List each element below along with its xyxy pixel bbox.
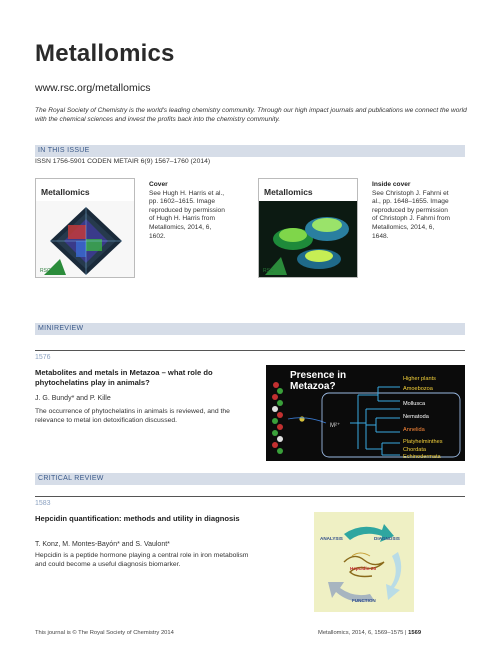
footer-copyright: This journal is © The Royal Society of Chemistry 2014 <box>35 630 174 636</box>
cover-caption: See Hugh H. Harris et al., pp. 1602–1615. Image reproduced by permission of Hugh H. Harris from Metallomics, 2014, 6, 1602. <box>149 189 225 240</box>
minireview-rule <box>35 350 465 351</box>
analysis-label: ANALYSIS <box>320 536 343 541</box>
footer-page-number: 1569 <box>408 630 422 636</box>
taxon-mollusca: Mollusca <box>403 401 426 407</box>
taxon-nematoda: Nematoda <box>403 414 429 420</box>
journal-title: Metallomics <box>35 40 175 67</box>
inside-cover-image-title: Metallomics <box>264 187 313 197</box>
minireview-authors: J. G. Bundy* and P. Kille <box>35 395 111 402</box>
critical-review-heading: CRITICAL REVIEW <box>38 474 104 482</box>
critical-review-bar <box>35 473 465 485</box>
cover-image[interactable] <box>35 178 135 278</box>
taxon-higher-plants: Higher plants <box>403 376 436 382</box>
issn-line: ISSN 1756-5901 CODEN METAIR 6(9) 1567–1760 (2014) <box>35 158 211 165</box>
diagnosis-arrow <box>386 552 401 600</box>
presence-line-1: Presence in <box>290 370 347 381</box>
critical-review-title[interactable]: Hepcidin quantification: methods and utility in diagnosis <box>35 514 240 523</box>
taxon-platyhelminthes: Platyhelminthes <box>403 439 443 445</box>
minireview-abstract: The occurrence of phytochelatins in animals is reviewed, and the relevance to metal ion detoxification discussed. <box>35 408 230 424</box>
inside-cover-image[interactable] <box>258 178 358 278</box>
diagnosis-label: DIAGNOSIS <box>374 536 400 541</box>
in-this-issue-bar <box>35 145 465 157</box>
cover-image-title: Metallomics <box>41 187 90 197</box>
inside-cover-label: Inside cover <box>372 181 411 188</box>
function-label: FUNCTION <box>352 598 376 603</box>
critical-review-page: 1583 <box>35 500 51 507</box>
in-this-issue-heading: IN THIS ISSUE <box>38 146 90 154</box>
tagline: The Royal Society of Chemistry is the world's leading chemistry community. Through our high impact journals and publications we connect the world with the chemical sciences and invest the profits back into the chemistry community. <box>35 107 467 123</box>
minireview-graphic[interactable] <box>266 365 465 461</box>
inside-cover-caption: See Christoph J. Fahrni et al., pp. 1648–1655. Image reproduced by permission of Christoph J. Fahrni from Metallomics, 2014, 6, 1648. <box>372 189 451 240</box>
critical-review-abstract: Hepcidin is a peptide hormone playing a central role in iron metabolism and could become a useful diagnosis biomarker. <box>35 552 249 568</box>
journal-url[interactable]: www.rsc.org/metallomics <box>35 82 151 94</box>
taxon-annelida: Annelida <box>403 427 425 433</box>
critical-review-rule <box>35 496 465 497</box>
footer-citation-text: Metallomics, 2014, 6, 1569–1575 | <box>318 630 407 636</box>
cover-caption-block <box>149 181 229 241</box>
taxon-chordata: Chordata <box>403 447 427 453</box>
taxon-amoebozoa: Amoebozoa <box>403 386 433 392</box>
hepcidin-label: Hepcidin-25 <box>350 566 377 571</box>
inside-cover-rsc-logo: RSC <box>263 268 274 274</box>
cover-label: Cover <box>149 181 168 188</box>
inside-cover-caption-block <box>372 181 452 241</box>
cover-rsc-logo: RSC <box>40 268 51 274</box>
critical-review-authors: T. Konz, M. Montes-Bayón* and S. Vaulont* <box>35 541 170 548</box>
minireview-bar <box>35 323 465 335</box>
metal-ion-label: M²⁺ <box>330 423 341 429</box>
minireview-page: 1576 <box>35 354 51 361</box>
presence-heading <box>290 370 346 392</box>
footer-citation <box>318 630 421 636</box>
minireview-title[interactable]: Metabolites and metals in Metazoa – what role do phytochelatins play in animals? <box>35 368 213 387</box>
presence-line-2: Metazoa? <box>290 381 336 392</box>
critical-review-graphic[interactable] <box>314 512 414 612</box>
minireview-heading: MINIREVIEW <box>38 324 84 332</box>
taxon-echinodermata: Echinodermata <box>403 454 441 460</box>
